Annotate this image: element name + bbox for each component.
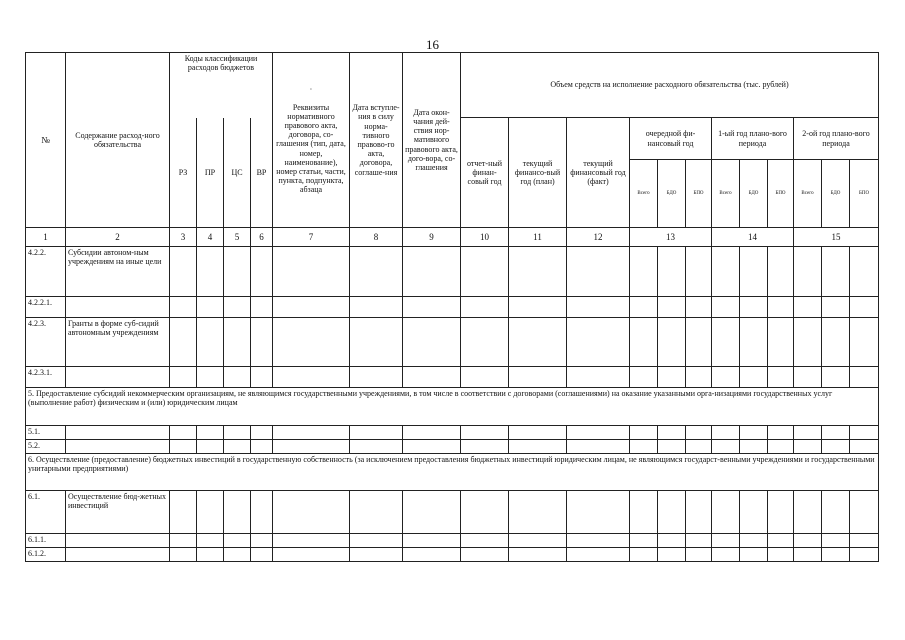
header-sub-bpo: БПО — [768, 160, 794, 228]
section-5-title: 5. Предоставление субсидий некоммерческим организациям, не являющимся государственными учреждениями, в том числе в соответствии с договорами (соглашениями) на оказание указанными орга-низациями государственных услуг (выполнение работ) физическим и (или) юридическим лицам — [26, 388, 879, 426]
row-content: Осуществление бюд-жетных инвестиций — [66, 491, 170, 534]
page-number: 16 — [426, 37, 439, 52]
obligations-table — [25, 52, 879, 562]
row-number: 5.2. — [26, 440, 66, 454]
row-content — [66, 367, 170, 388]
header-sub-total: Всего — [712, 160, 740, 228]
column-number: 7 — [273, 228, 350, 247]
header-current-plan: текущий финансо-вый год (план) — [509, 118, 567, 228]
table-row — [26, 534, 879, 548]
table-row — [26, 367, 879, 388]
row-number: 4.2.2.1. — [26, 297, 66, 318]
header-volume-group: Объем средств на исполнение расходного обязательства (тыс. рублей) — [461, 53, 879, 118]
column-number: 12 — [567, 228, 630, 247]
column-number: 1 — [26, 228, 66, 247]
table-row — [26, 426, 879, 440]
header-plan-year2: 2-ой год плано-вого периода — [794, 118, 879, 160]
row-number: 6.1. — [26, 491, 66, 534]
header-code-vr: ВР — [251, 118, 273, 228]
header-date-start: Дата вступле-ния в силу норма-тивного правово-го акта, договора, соглаше-ния — [350, 53, 403, 228]
row-content — [66, 548, 170, 562]
column-number: 10 — [461, 228, 509, 247]
header-sub-bdo: БДО — [658, 160, 686, 228]
header-requisites-text: Реквизиты нормативного правового акта, договора, со-глашения (тип, дата, номер, наименование), номер статьи, части, пункта, подпункта, абзаца — [276, 102, 346, 195]
header-date-end: Дата окон-чания дей-ствия нор-мативного правового акта, дого-вора, со-глашения — [403, 53, 461, 228]
row-content: Гранты в форме суб-сидий автономным учреждениям — [66, 318, 170, 367]
section-6-title: 6. Осуществление (предоставление) бюджетных инвестиций в государственную собственность (за исключением предоставления бюджетных инвестиций юридическим лицам, не являющимся государст-венными учреждениями и государственными унитарными предприятиями) — [26, 454, 879, 491]
header-sub-bdo: БДО — [822, 160, 850, 228]
row-number: 5.1. — [26, 426, 66, 440]
header-report-year: отчет-ный финан-совый год — [461, 118, 509, 228]
row-number: 6.1.2. — [26, 548, 66, 562]
row-content — [66, 440, 170, 454]
table-row — [26, 318, 879, 367]
column-number: 3 — [170, 228, 197, 247]
row-content — [66, 426, 170, 440]
table-row — [26, 491, 879, 534]
header-current-fact: текущий финансовый год (факт) — [567, 118, 630, 228]
header-code-rz: РЗ — [170, 118, 197, 228]
column-number: 8 — [350, 228, 403, 247]
row-number: 6.1.1. — [26, 534, 66, 548]
column-number: 4 — [197, 228, 224, 247]
header-no: № — [26, 53, 66, 228]
column-number: 6 — [251, 228, 273, 247]
header-sub-total: Всего — [630, 160, 658, 228]
column-number: 9 — [403, 228, 461, 247]
header-next-year: очередной фи-нансовый год — [630, 118, 712, 160]
header-sub-bpo: БПО — [686, 160, 712, 228]
section-6-row — [26, 454, 879, 491]
column-number: 11 — [509, 228, 567, 247]
row-number: 4.2.3.1. — [26, 367, 66, 388]
column-number: 15 — [794, 228, 879, 247]
row-content — [66, 297, 170, 318]
table-row — [26, 548, 879, 562]
column-number: 5 — [224, 228, 251, 247]
header-mark: · — [309, 85, 313, 95]
table-row — [26, 297, 879, 318]
header-content: Содержание расход-ного обязательства — [66, 53, 170, 228]
column-numbers-row — [26, 228, 879, 247]
row-number: 4.2.2. — [26, 247, 66, 297]
table-row — [26, 247, 879, 297]
column-number: 13 — [630, 228, 712, 247]
header-sub-bpo: БПО — [850, 160, 879, 228]
header-sub-total: Всего — [794, 160, 822, 228]
row-content: Субсидии автоном-ным учреждениям на иные цели — [66, 247, 170, 297]
header-code-cs: ЦС — [224, 118, 251, 228]
table-row — [26, 440, 879, 454]
column-number: 14 — [712, 228, 794, 247]
section-5-row — [26, 388, 879, 426]
header-plan-year1: 1-ый год плано-вого периода — [712, 118, 794, 160]
column-number: 2 — [66, 228, 170, 247]
row-number: 4.2.3. — [26, 318, 66, 367]
row-content — [66, 534, 170, 548]
header-sub-bdo: БДО — [740, 160, 768, 228]
header-code-pr: ПР — [197, 118, 224, 228]
header-requisites — [273, 53, 350, 228]
header-codes-group: Коды классификации расходов бюджетов — [170, 53, 273, 118]
